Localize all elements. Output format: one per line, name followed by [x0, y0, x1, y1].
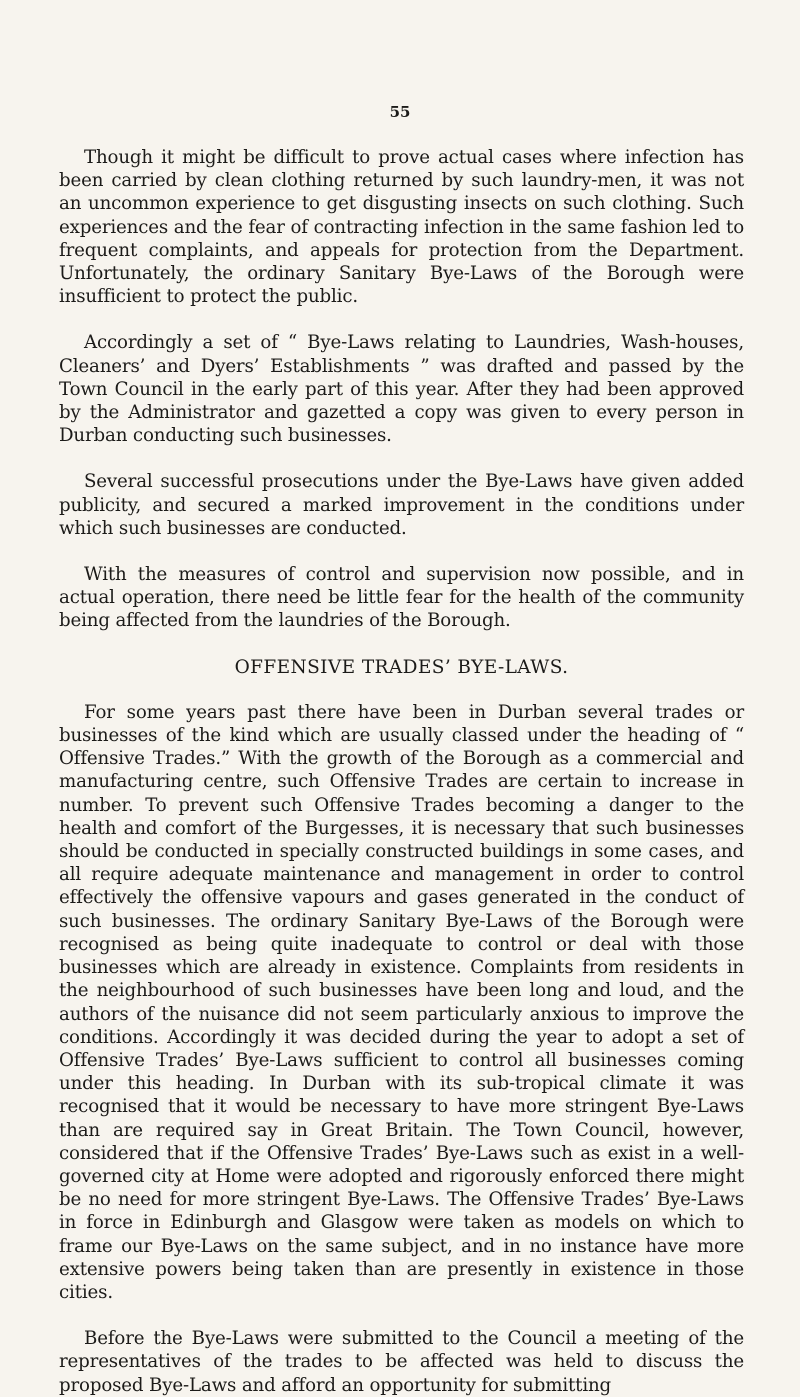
section-heading: OFFENSIVE TRADES’ BYE-LAWS.: [234, 656, 569, 678]
paragraph-offensive-trades: For some years past there have been in Durban several trades or businesses of the kind which are usually classed under the heading of “ Offensive Trades.” With the growth of the Borough as a commercial and manufacturing centre, such Offensive Trades are certain to increase in number. To prevent such Offensive Trades becoming a danger to the health and comfort of the Burgesses, it is necessary that such businesses should be conducted in specially constructed buildings in some cases, and all require adequate maintenance and management in order to control effectively the offensive vapours and gases generated in the conduct of such businesses. The ordinary Sanitary Bye-Laws of the Borough were recognised as being quite inadequate to control or deal with those businesses which are already in existence. Complaints from residents in the neighbourhood of such businesses have been long and loud, and the authors of the nuisance did not seem particularly anxious to improve the conditions. Accordingly it was decided during the year to adopt a set of Offensive Trades’ Bye-Laws sufficient to control all businesses coming under this heading. In Durban with its sub-tropical climate it was recognised that it would be necessary to have more stringent Bye-Laws than are required say in Great Britain. The Town Council, however, considered that if the Offensive Trades’ Bye-Laws such as exist in a well-governed city at Home were adopted and rigorously enforced there might be no need for more stringent Bye-Laws. The Offensive Trades’ Bye-Laws in force in Edinburgh and Glasgow were taken as models on which to frame our Bye-Laws on the same subject, and in no instance have more extensive powers being taken than are presently in existence in those cities.: [59, 701, 744, 1303]
paragraph-control-measures: With the measures of control and supervision now possible, and in actual operation, there need be little fear for the health of the community being affected from the laundries of the Borough.: [59, 564, 744, 632]
page-number: 55: [389, 103, 411, 121]
body-text: [59, 146, 744, 1397]
paragraph-laundry-bye-laws: Accordingly a set of “ Bye-Laws relating to Laundries, Wash-houses, Cleaners’ and Dyers’ Establishments ” was drafted and passed by the Town Council in the early part of this year. After they had been approved by the Administrator and gazetted a copy was given to every person in Durban conducting such businesses.: [59, 332, 744, 447]
paragraph-prosecutions: Several successful prosecutions under the Bye-Laws have given added publicity, and secured a marked improvement in the conditions under which such businesses are conducted.: [59, 471, 744, 539]
paragraph-laundry-infection: Though it might be difficult to prove actual cases where infection has been carried by clean clothing returned by such laundry-men, it was not an uncommon experience to get disgusting insects on such clothing. Such experiences and the fear of contracting infection in the same fashion led to frequent complaints, and appeals for protection from the Department. Unfortunately, the ordinary Sanitary Bye-Laws of the Borough were insufficient to protect the public.: [59, 147, 744, 308]
paragraph-council-meeting: Before the Bye-Laws were submitted to the Council a meeting of the representatives of the trades to be affected was held to discuss the proposed Bye-Laws and afford an opportunity for submitting: [59, 1328, 744, 1396]
